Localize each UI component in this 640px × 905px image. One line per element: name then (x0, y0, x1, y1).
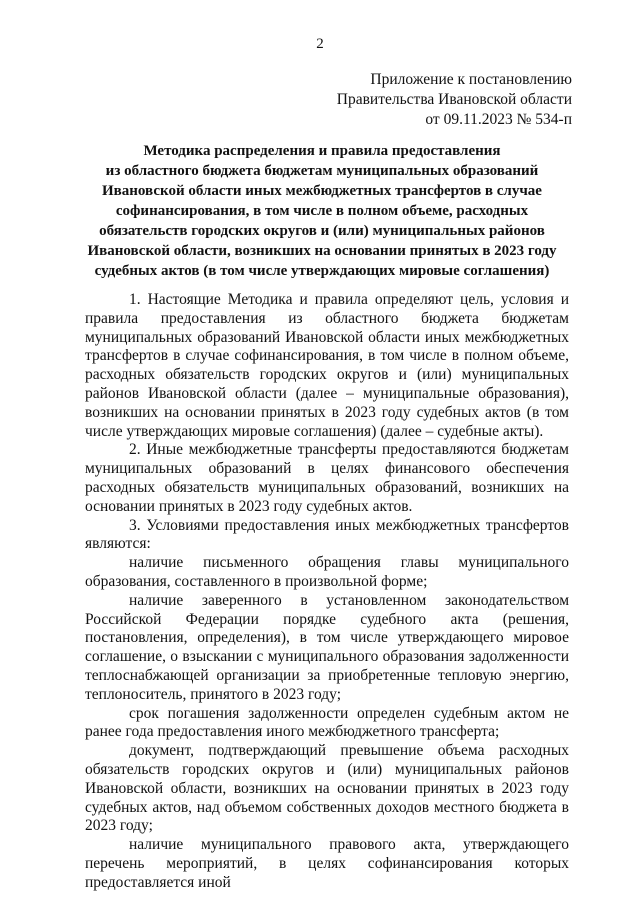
condition-court-act: наличие заверенного в установленном законодательством Российской Федерации порядке судебного акта (решения, постановления, определения), в том числе утверждающего мировое соглашение, о взыскании с муниципального образования задолженности теплоснабжающей организации за приобретенные тепловую энергию, теплоноситель, принятого в 2023 году; (85, 591, 569, 703)
condition-repayment-term: срок погашения задолженности определен судебным актом не ранее года предоставления иного межбюджетного трансферта; (85, 704, 569, 741)
document-body (85, 291, 569, 893)
appendix-line: Правительства Ивановской области (336, 91, 572, 108)
paragraph-1: 1. Настоящие Методика и правила определяют цель, условия и правила предоставления из областного бюджета бюджетам муниципальных образований Ивановской области иных межбюджетных трансфертов в случае софинансирования, в том числе в полном объеме, расходных обязательств городских округов и (или) муниципальных районов Ивановской области (далее – муниципальные образования), возникших на основании принятых в 2023 году судебных актов (в том числе утверждающих мировые соглашения) (далее – судебные акты). (85, 291, 569, 440)
condition-letter: наличие письменного обращения главы муниципального образования, составленного в произвольной форме; (85, 554, 569, 590)
paragraph-2: 2. Иные межбюджетные трансферты предоставляются бюджетам муниципальных образований в целях финансового обеспечения расходных обязательств муниципальных образований, возникших на основании принятых в 2023 году судебных актов. (85, 441, 569, 515)
title-line: обязательств городских округов и (или) муниципальных районов (99, 223, 545, 239)
appendix-line: Приложение к постановлению (370, 71, 572, 88)
appendix-line: от 09.11.2023 № 534-п (425, 111, 572, 128)
appendix-header (337, 70, 572, 130)
condition-municipal-act: наличие муниципального правового акта, утверждающего перечень мероприятий, в целях софинансирования которых предоставляется иной (85, 836, 569, 891)
title-line: Ивановской области, возникших на основании принятых в 2023 году (87, 243, 557, 259)
title-line: Ивановской области иных межбюджетных трансфертов в случае (102, 183, 542, 199)
title-line: судебных актов (в том числе утверждающих мировые соглашения) (94, 263, 550, 279)
document-title (82, 141, 562, 281)
paragraph-3: 3. Условиями предоставления иных межбюджетных трансфертов являются: (85, 516, 569, 553)
title-line: из областного бюджета бюджетам муниципальных образований (105, 163, 539, 179)
condition-excess-document: документ, подтверждающий превышение объема расходных обязательств городских округов и (или) муниципальных районов Ивановской области, возникших на основании принятых в 2023 году судебных актов, над объемом собственных доходов местного бюджета в 2023 году; (85, 742, 569, 835)
title-line: софинансирования, в том числе в полном объеме, расходных (115, 203, 529, 219)
page-number: 2 (316, 36, 324, 52)
title-line: Методика распределения и правила предоставления (143, 143, 501, 159)
